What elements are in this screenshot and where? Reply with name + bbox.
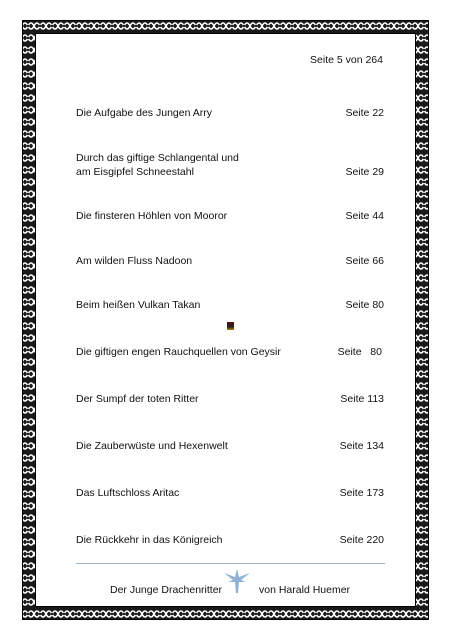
toc-entry-title: Durch das giftige Schlangental und am Eisgipfel Schneestahl (76, 152, 239, 178)
toc-entry-page: Seite 80 (345, 299, 384, 311)
toc-entry-page: Seite 113 (340, 393, 384, 405)
footer-author: von Harald Huemer (259, 584, 351, 596)
toc-entry-page: Seite 66 (345, 255, 384, 267)
footer-book-title: Der Junge Drachenritter (110, 584, 223, 596)
toc-entry-page: Seite 80 (337, 346, 382, 358)
toc-entry-title: Beim heißen Vulkan Takan (76, 299, 201, 311)
toc-entry-page: Seite 134 (339, 440, 384, 452)
dragon-logo-icon (222, 567, 252, 595)
toc-entry-title: Das Luftschloss Aritac (76, 487, 180, 499)
toc-entry-title: Die Aufgabe des Jungen Arry (76, 107, 213, 119)
toc-entry-page: Seite 44 (345, 210, 384, 222)
toc-entry-title: Am wilden Fluss Nadoon (76, 255, 193, 267)
toc-entry-page: Seite 22 (345, 107, 384, 119)
footer-divider (76, 563, 385, 564)
page-indicator: Seite 5 von 264 (310, 54, 383, 66)
toc-entry-title: Die Rückkehr in das Königreich (76, 534, 223, 546)
small-image-mark (227, 322, 234, 330)
toc-entry-title: Der Sumpf der toten Ritter (76, 393, 199, 405)
toc-entry-title: Die giftigen engen Rauchquellen von Geysir (76, 346, 281, 358)
toc-entry-title: Die Zauberwüste und Hexenwelt (76, 440, 228, 452)
toc-entry-page: Seite 29 (345, 166, 384, 178)
toc-entry-page: Seite 220 (339, 534, 384, 546)
toc-entry-title: Die finsteren Höhlen von Mooror (76, 210, 228, 222)
toc-entry-page: Seite 173 (339, 487, 384, 499)
